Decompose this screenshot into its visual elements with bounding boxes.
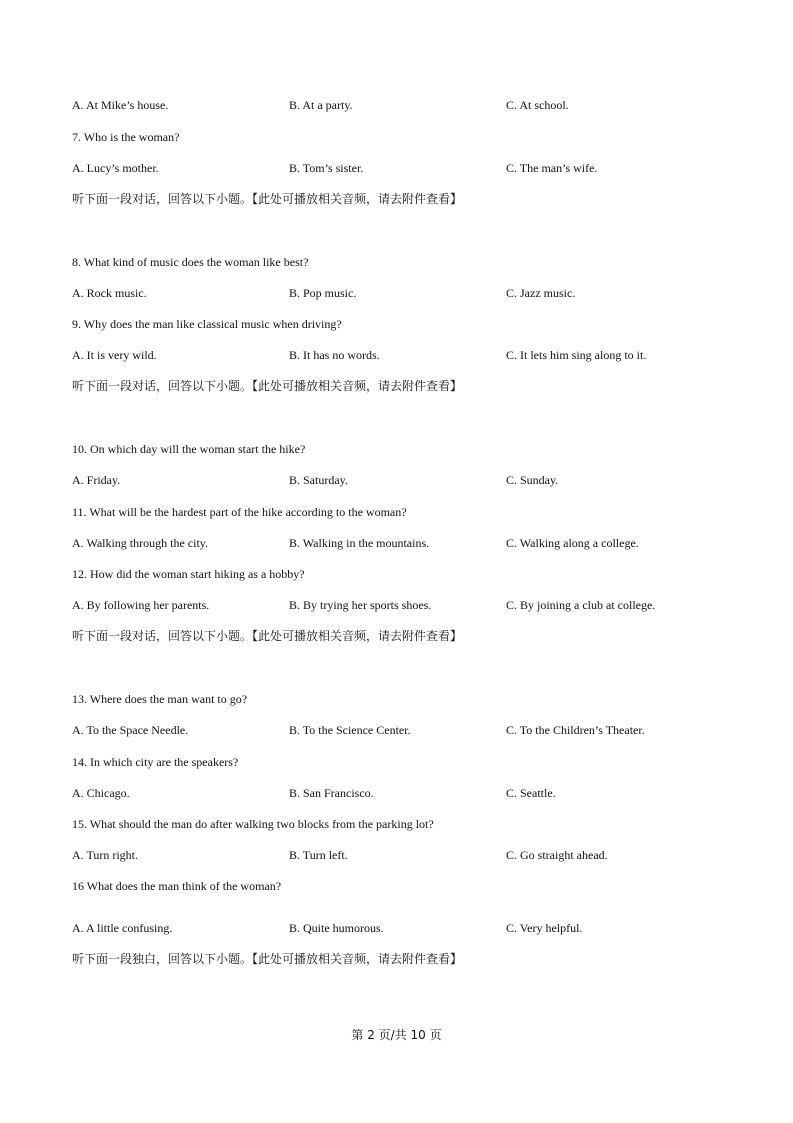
option-b: B. To the Science Center.	[289, 723, 411, 737]
option-b: B. Tom’s sister.	[289, 161, 364, 175]
question-14: 14. In which city are the speakers?	[72, 755, 239, 769]
question-9: 9. Why does the man like classical music when driving?	[72, 317, 342, 331]
option-a: A. It is very wild.	[72, 348, 157, 362]
option-a: A. By following her parents.	[72, 598, 210, 612]
option-a: A. A little confusing.	[72, 921, 173, 935]
option-a: A. To the Space Needle.	[72, 723, 189, 737]
option-b: B. Saturday.	[289, 473, 348, 487]
question-13: 13. Where does the man want to go?	[72, 692, 248, 706]
option-c: C. Very helpful.	[506, 921, 583, 935]
listening-instruction: 听下面一段独白，回答以下小题。【此处可播放相关音频，请去附件查看】	[72, 952, 463, 966]
option-c: C. It lets him sing along to it.	[506, 348, 647, 362]
question-11: 11. What will be the hardest part of the hike according to the woman?	[72, 505, 407, 519]
question-8: 8. What kind of music does the woman like best?	[72, 255, 309, 269]
option-b: B. Pop music.	[289, 286, 357, 300]
question-16: 16 What does the man think of the woman?	[72, 879, 282, 893]
option-c: C. Walking along a college.	[506, 536, 639, 550]
option-b: B. It has no words.	[289, 348, 380, 362]
question-12: 12. How did the woman start hiking as a hobby?	[72, 567, 305, 581]
option-b: B. Turn left.	[289, 848, 348, 862]
option-a: A. At Mike’s house.	[72, 98, 169, 112]
option-c: C. By joining a club at college.	[506, 598, 656, 612]
option-a: A. Turn right.	[72, 848, 139, 862]
option-b: B. By trying her sports shoes.	[289, 598, 432, 612]
option-c: C. At school.	[506, 98, 569, 112]
option-c: C. Go straight ahead.	[506, 848, 608, 862]
option-a: A. Lucy’s mother.	[72, 161, 159, 175]
option-a: A. Chicago.	[72, 786, 130, 800]
option-c: C. Jazz music.	[506, 286, 576, 300]
listening-instruction: 听下面一段对话，回答以下小题。【此处可播放相关音频，请去附件查看】	[72, 379, 463, 393]
option-c: C. The man’s wife.	[506, 161, 598, 175]
option-c: C. To the Children’s Theater.	[506, 723, 645, 737]
question-10: 10. On which day will the woman start the hike?	[72, 442, 306, 456]
listening-instruction: 听下面一段对话，回答以下小题。【此处可播放相关音频，请去附件查看】	[72, 629, 463, 643]
option-b: B. At a party.	[289, 98, 353, 112]
page-number-footer: 第 2 页/共 10 页	[351, 1028, 442, 1042]
option-b: B. San Francisco.	[289, 786, 374, 800]
option-c: C. Sunday.	[506, 473, 559, 487]
option-c: C. Seattle.	[506, 786, 556, 800]
listening-instruction: 听下面一段对话，回答以下小题。【此处可播放相关音频，请去附件查看】	[72, 192, 463, 206]
option-b: B. Walking in the mountains.	[289, 536, 430, 550]
option-a: A. Walking through the city.	[72, 536, 209, 550]
option-a: A. Rock music.	[72, 286, 147, 300]
question-7: 7. Who is the woman?	[72, 130, 180, 144]
option-b: B. Quite humorous.	[289, 921, 384, 935]
option-a: A. Friday.	[72, 473, 121, 487]
question-15: 15. What should the man do after walking two blocks from the parking lot?	[72, 817, 434, 831]
